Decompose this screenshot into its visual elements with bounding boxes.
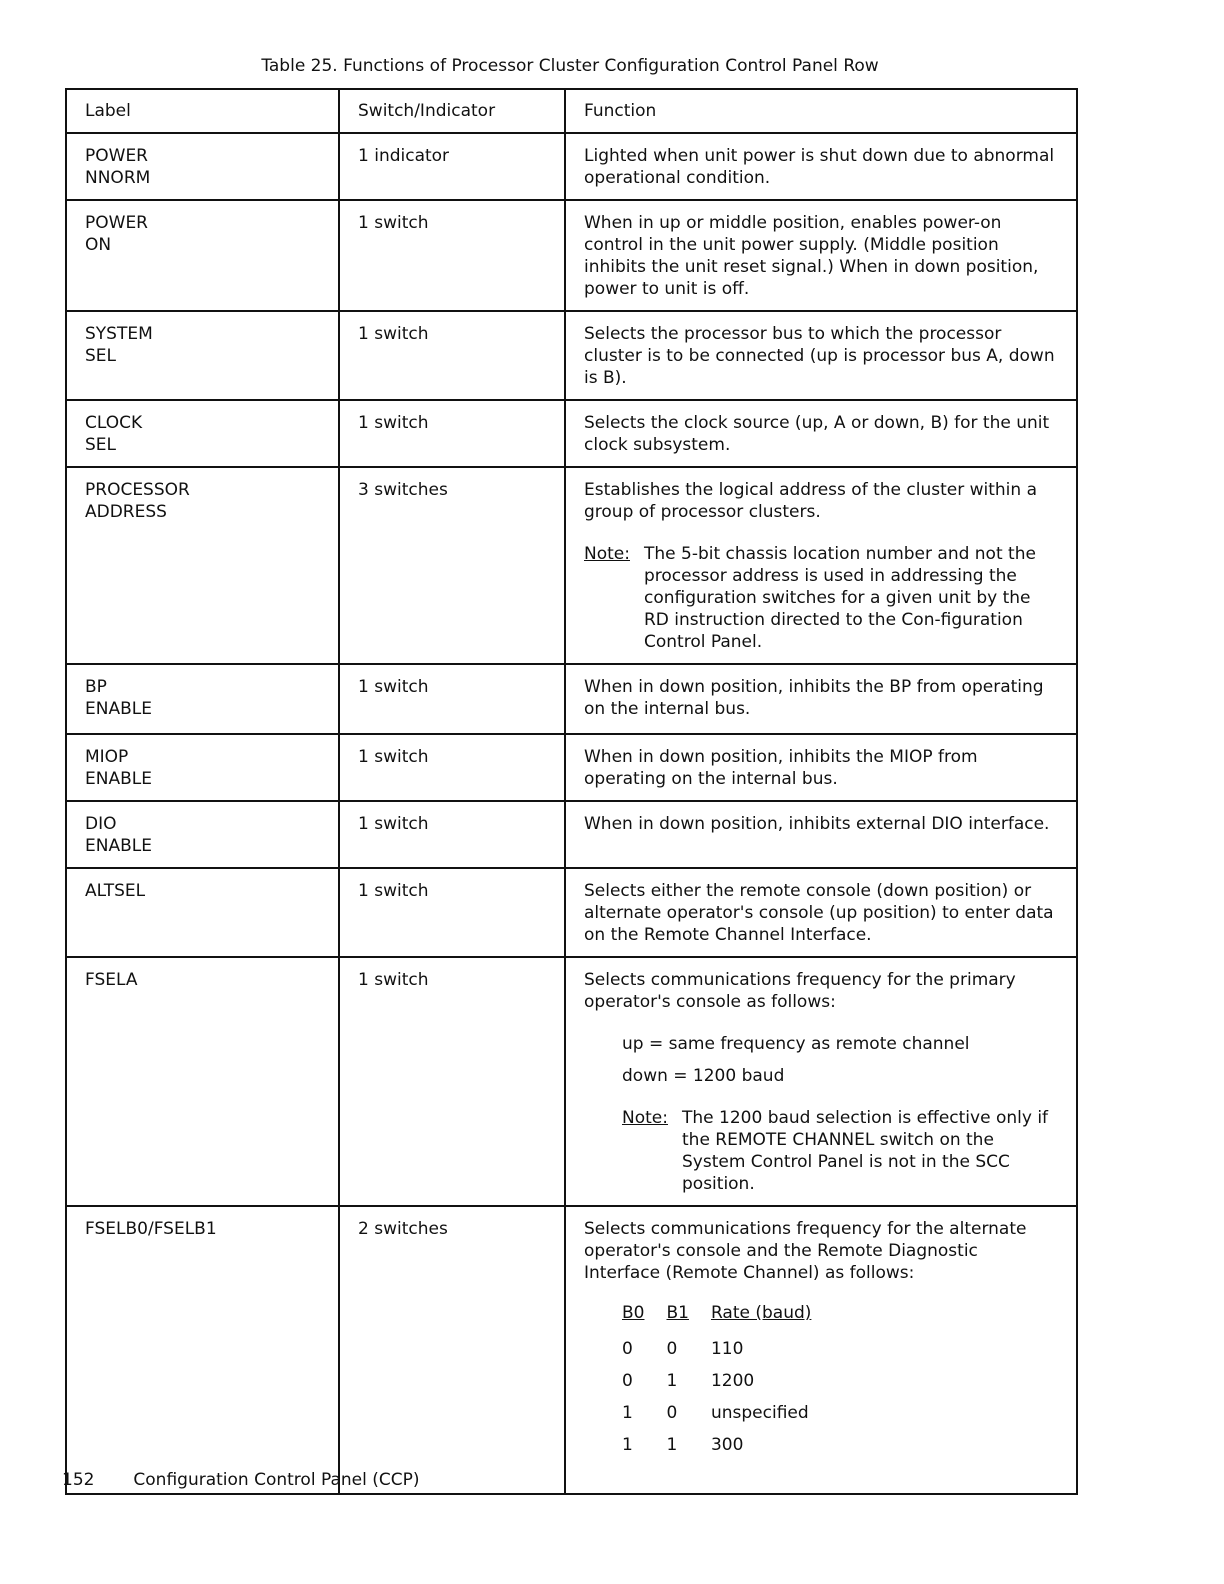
label-line: ENABLE — [85, 699, 152, 719]
option-line: down = 1200 baud — [622, 1066, 785, 1086]
label-line: FSELB0/FSELB1 — [85, 1219, 217, 1239]
note — [584, 543, 1058, 653]
rate-row — [614, 1370, 825, 1402]
note-label: Note: — [622, 1108, 668, 1128]
row-function — [565, 664, 1077, 734]
row-switch: 3 switches — [339, 467, 565, 664]
rate-table — [614, 1302, 825, 1466]
rate-cell: 0 — [622, 1371, 633, 1391]
row-function — [565, 801, 1077, 868]
header-label: Label — [66, 89, 339, 133]
row-label — [66, 200, 339, 311]
table-row — [66, 400, 1077, 467]
row-function — [565, 957, 1077, 1206]
row-switch: 1 switch — [339, 200, 565, 311]
row-switch: 1 switch — [339, 957, 565, 1206]
rate-cell: 0 — [666, 1403, 678, 1423]
rate-cell: unspecified — [710, 1403, 809, 1423]
row-function — [565, 868, 1077, 957]
rate-cell: 1 — [666, 1435, 678, 1455]
functions-table — [65, 88, 1078, 1495]
row-switch: 1 switch — [339, 801, 565, 868]
option-line: up = same frequency as remote channel — [622, 1034, 970, 1054]
table-row — [66, 734, 1077, 801]
rate-cell: 1 — [622, 1435, 633, 1455]
function-text: When in down position, inhibits the MIOP from operating on the internal bus. — [584, 747, 978, 789]
row-switch: 1 switch — [339, 311, 565, 400]
label-line: ENABLE — [85, 769, 152, 789]
row-function — [565, 1206, 1077, 1494]
row-function — [565, 467, 1077, 664]
function-text: Selects communications frequency for the alternate operator's console and the Remote Diagnostic Interface (Remote Channel) as follows: — [584, 1219, 1027, 1283]
row-function — [565, 734, 1077, 801]
rate-header: B0 — [622, 1303, 645, 1323]
row-label — [66, 311, 339, 400]
label-line: MIOP — [85, 747, 129, 767]
note-text: The 1200 baud selection is effective only if the REMOTE CHANNEL switch on the System Control Panel is not in the SCC position. — [682, 1108, 1049, 1194]
rate-cell: 1 — [666, 1371, 678, 1391]
function-text: Selects the processor bus to which the processor cluster is to be connected (up is processor bus A, down is B). — [584, 324, 1055, 388]
label-line: FSELA — [85, 970, 138, 990]
table-row — [66, 1206, 1077, 1494]
page-footer — [62, 1470, 419, 1490]
header-function: Function — [565, 89, 1077, 133]
label-line: ON — [85, 235, 112, 255]
rate-cell: 110 — [710, 1339, 744, 1359]
label-line: NNORM — [85, 168, 151, 188]
rate-cell: 1 — [622, 1403, 633, 1423]
rate-cell: 0 — [666, 1339, 678, 1359]
row-label — [66, 801, 339, 868]
row-label — [66, 467, 339, 664]
row-label — [66, 868, 339, 957]
rate-header: B1 — [666, 1303, 689, 1323]
table-row — [66, 311, 1077, 400]
table-caption: Table 25. Functions of Processor Cluster Configuration Control Panel Row — [261, 56, 879, 76]
note-text: The 5-bit chassis location number and not the processor address is used in addressing the configuration switches for a given unit by the RD instruction directed to the Con-figuration Control Panel. — [644, 544, 1036, 652]
function-text: When in up or middle position, enables power-on control in the unit power supply. (Middle position inhibits the unit reset signal.) When in down position, power to unit is off. — [584, 213, 1039, 299]
label-line: ALTSEL — [85, 881, 146, 901]
row-function — [565, 311, 1077, 400]
label-line: POWER — [85, 213, 148, 233]
rate-header: Rate (baud) — [710, 1303, 812, 1323]
label-line: BP — [85, 677, 107, 697]
row-switch: 2 switches — [339, 1206, 565, 1494]
table-row — [66, 868, 1077, 957]
row-function — [565, 400, 1077, 467]
function-text: Establishes the logical address of the cluster within a group of processor clusters. — [584, 480, 1037, 522]
rate-row — [614, 1338, 825, 1370]
note-label: Note: — [584, 544, 630, 564]
row-label — [66, 400, 339, 467]
label-line: ENABLE — [85, 836, 152, 856]
label-line: SYSTEM — [85, 324, 153, 344]
function-text: Selects the clock source (up, A or down, B) for the unit clock subsystem. — [584, 413, 1050, 455]
rate-cell: 1200 — [710, 1371, 755, 1391]
note — [622, 1107, 1058, 1195]
row-switch: 1 indicator — [339, 133, 565, 200]
row-function — [565, 200, 1077, 311]
label-line: PROCESSOR — [85, 480, 190, 500]
table-row — [66, 664, 1077, 734]
table-row — [66, 957, 1077, 1206]
label-line: POWER — [85, 146, 148, 166]
row-switch: 1 switch — [339, 400, 565, 467]
function-text: Lighted when unit power is shut down due to abnormal operational condition. — [584, 146, 1055, 188]
row-label — [66, 957, 339, 1206]
label-line: CLOCK — [85, 413, 143, 433]
table-row — [66, 200, 1077, 311]
row-switch: 1 switch — [339, 868, 565, 957]
function-text: Selects communications frequency for the primary operator's console as follows: — [584, 970, 1016, 1012]
section-title: Configuration Control Panel (CCP) — [133, 1470, 420, 1490]
table-header-row — [66, 89, 1077, 133]
table-row — [66, 467, 1077, 664]
function-text: Selects either the remote console (down position) or alternate operator's console (up position) to enter data on the Remote Channel Interface. — [584, 881, 1054, 945]
row-label — [66, 734, 339, 801]
row-label — [66, 133, 339, 200]
rate-cell: 300 — [710, 1435, 744, 1455]
label-line: SEL — [85, 435, 117, 455]
rate-header-row — [614, 1302, 825, 1338]
label-line: SEL — [85, 346, 117, 366]
rate-row — [614, 1434, 825, 1466]
row-function — [565, 133, 1077, 200]
row-label — [66, 1206, 339, 1494]
label-line: DIO — [85, 814, 117, 834]
page-number: 152 — [62, 1470, 95, 1490]
row-switch: 1 switch — [339, 734, 565, 801]
label-line: ADDRESS — [85, 502, 167, 522]
function-text: When in down position, inhibits external DIO interface. — [584, 814, 1050, 834]
function-text: When in down position, inhibits the BP from operating on the internal bus. — [584, 677, 1044, 719]
row-label — [66, 664, 339, 734]
table-row — [66, 801, 1077, 868]
header-switch: Switch/Indicator — [339, 89, 565, 133]
row-switch: 1 switch — [339, 664, 565, 734]
rate-row — [614, 1402, 825, 1434]
table-row — [66, 133, 1077, 200]
rate-cell: 0 — [622, 1339, 633, 1359]
